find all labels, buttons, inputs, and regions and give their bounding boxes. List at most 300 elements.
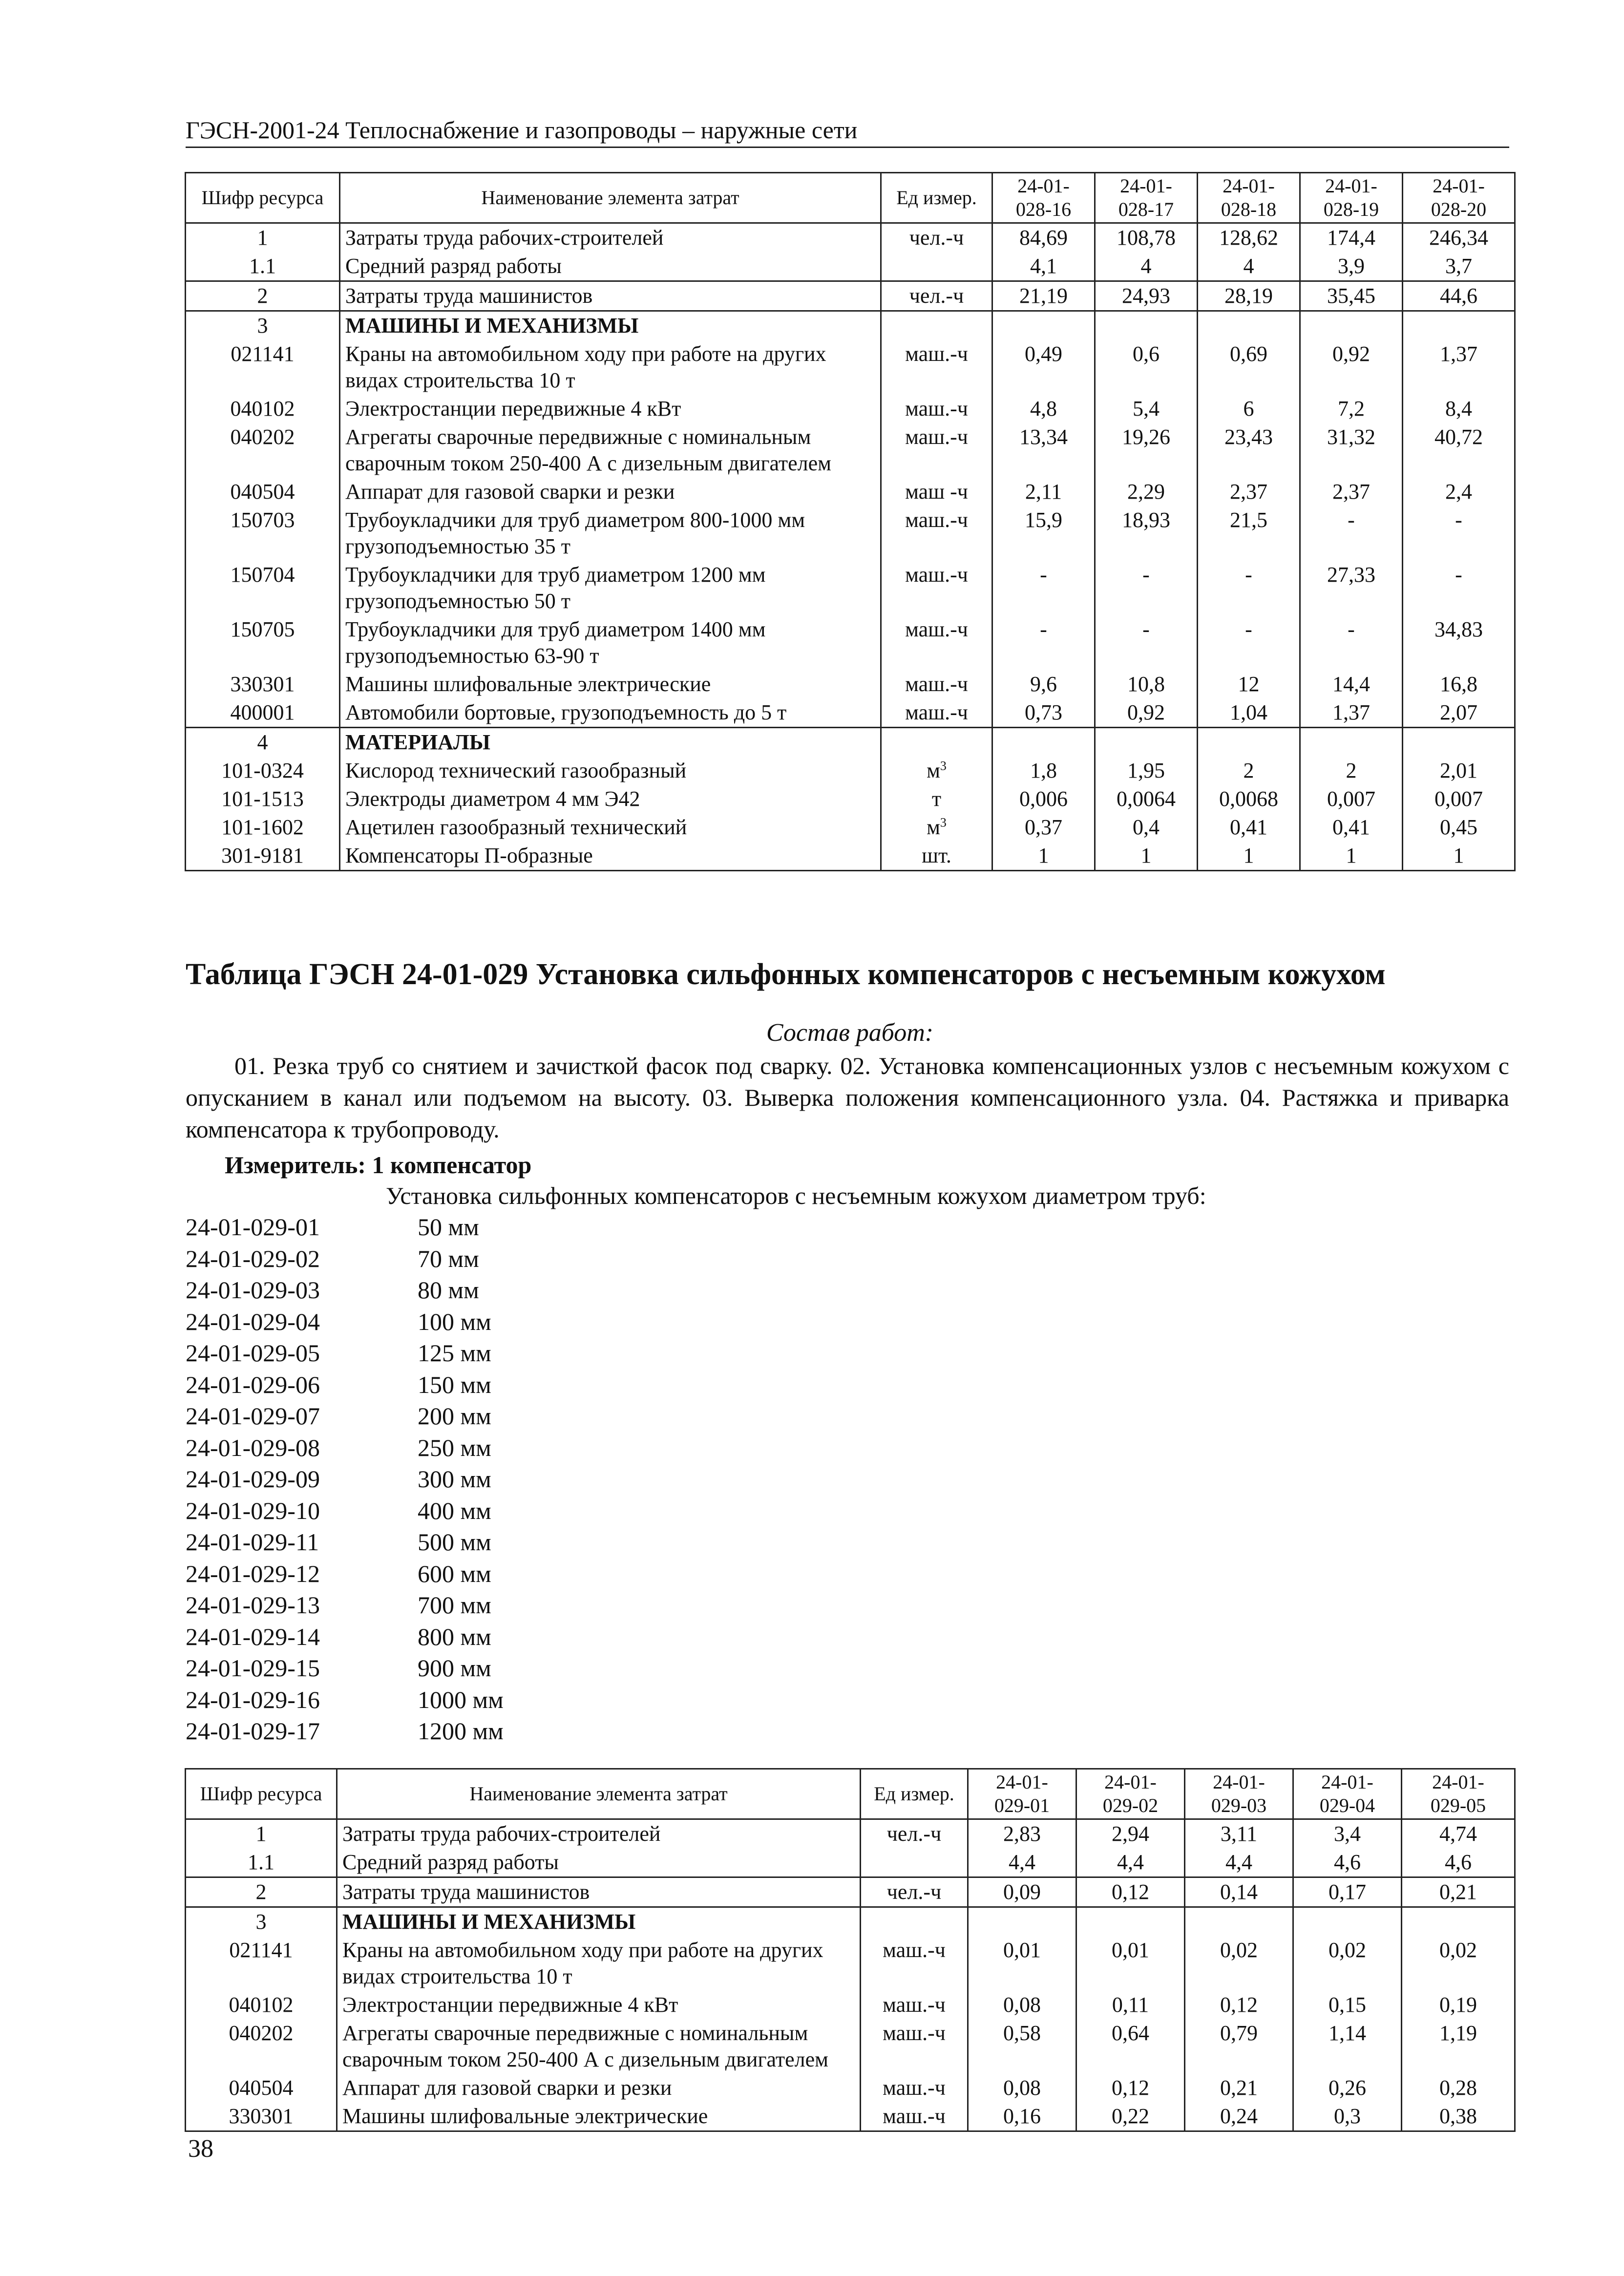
variant-diameter: 400 мм: [418, 1496, 491, 1524]
resource-name: Агрегаты сварочные передвижные с номинальным сварочным током 250-400 А с дизельным двигателем: [340, 423, 881, 478]
unit-text: маш.-ч: [883, 2104, 946, 2128]
resource-unit: [861, 1991, 968, 2019]
table-row: [186, 698, 1515, 728]
variant-diameter: 800 мм: [418, 1623, 491, 1650]
resource-value: 3,9: [1300, 252, 1403, 281]
variant-diameter: 250 мм: [418, 1433, 491, 1461]
resource-name: Машины шлифовальные электрические: [337, 2102, 861, 2131]
resource-value: 0,16: [968, 2102, 1076, 2131]
variant-diameter: 80 мм: [418, 1276, 479, 1304]
work-composition-text: 01. Резка труб со снятием и зачисткой фасок под сварку. 02. Установка компенсационных узлов с несъемным кожухом с опусканием в канал или подъемом на высоту. 03. Выверка положения компенсационного узла. 04. Растяжка и приварка компенсатора к трубопроводу.: [186, 1052, 1509, 1143]
resource-value: 0,02: [1293, 1936, 1402, 1991]
resource-value: [1293, 1907, 1402, 1937]
resource-value: 2,37: [1300, 478, 1403, 506]
variant-code: 24-01-029-11: [186, 1528, 319, 1556]
resource-code: 021141: [186, 340, 340, 395]
resource-value: 2,07: [1403, 698, 1515, 728]
variant-code: 24-01-029-02: [186, 1244, 320, 1272]
resource-value: [1300, 311, 1403, 340]
resource-value: [1185, 1907, 1293, 1937]
variants-list: [186, 1211, 504, 1747]
resource-unit: [881, 813, 992, 842]
variant-code: 24-01-029-04: [186, 1307, 320, 1335]
resource-value: 1,8: [992, 757, 1095, 785]
resource-value: -: [992, 615, 1095, 670]
resource-value: 1,14: [1293, 2019, 1402, 2074]
table-row: [186, 506, 1515, 561]
variant-diameter: 1000 мм: [418, 1686, 504, 1713]
col-variant-header: 24-01- 028-16: [992, 173, 1095, 223]
resource-name: Электростанции передвижные 4 кВт: [337, 1991, 861, 2019]
resource-unit: [881, 561, 992, 615]
resource-value: 0,007: [1403, 785, 1515, 813]
resource-value: 0,58: [968, 2019, 1076, 2074]
resource-value: 1: [1095, 842, 1198, 871]
resource-value: 2: [1198, 757, 1300, 785]
resource-name: Средний разряд работы: [340, 252, 881, 281]
resource-value: 4,74: [1402, 1819, 1515, 1849]
resource-value: -: [1095, 561, 1198, 615]
resource-name: МАШИНЫ И МЕХАНИЗМЫ: [340, 311, 881, 340]
variant-item: [186, 1715, 504, 1747]
col-code-header: Шифр ресурса: [186, 173, 340, 223]
resource-value: 1,95: [1095, 757, 1198, 785]
resource-code: 150704: [186, 561, 340, 615]
resource-value: 4: [1095, 252, 1198, 281]
resource-name: Трубоукладчики для труб диаметром 800-1000 мм грузоподъемностью 35 т: [340, 506, 881, 561]
table-row: [186, 757, 1515, 785]
resource-value: [1198, 311, 1300, 340]
table-header-row: [186, 173, 1515, 223]
resource-value: 0,12: [1185, 1991, 1293, 2019]
resource-value: 0,37: [992, 813, 1095, 842]
table-row: [186, 281, 1515, 311]
resource-value: 0,09: [968, 1877, 1076, 1907]
unit-exponent: 3: [940, 759, 947, 773]
resource-value: 0,12: [1076, 1877, 1185, 1907]
resource-name: Машины шлифовальные электрические: [340, 670, 881, 698]
resource-unit: [861, 1819, 968, 1849]
unit-text: маш.-ч: [883, 2021, 946, 2045]
resource-value: 4,8: [992, 395, 1095, 423]
resource-value: 10,8: [1095, 670, 1198, 698]
resource-value: 0,92: [1300, 340, 1403, 395]
resource-unit: [861, 2019, 968, 2074]
resource-value: 0,4: [1095, 813, 1198, 842]
resource-code: 040102: [186, 395, 340, 423]
resource-code: 101-1602: [186, 813, 340, 842]
resource-value: 21,19: [992, 281, 1095, 311]
resource-value: 2,11: [992, 478, 1095, 506]
resource-value: 0,26: [1293, 2074, 1402, 2102]
resource-code: 2: [186, 1877, 337, 1907]
resource-value: 0,01: [968, 1936, 1076, 1991]
resource-unit: [861, 1907, 968, 1937]
variant-diameter: 500 мм: [418, 1528, 491, 1556]
variant-item: [186, 1369, 504, 1401]
resource-value: 0,006: [992, 785, 1095, 813]
variant-code: 24-01-029-15: [186, 1654, 320, 1682]
unit-text: т: [931, 787, 942, 811]
resource-code: 301-9181: [186, 842, 340, 871]
unit-text: маш.-ч: [905, 617, 968, 641]
resource-code: 1: [186, 1819, 337, 1849]
unit-text: чел.-ч: [909, 284, 964, 308]
resource-value: -: [1403, 506, 1515, 561]
resource-code: 2: [186, 281, 340, 311]
resource-value: -: [1300, 506, 1403, 561]
table-row: [186, 785, 1515, 813]
resource-value: -: [1403, 561, 1515, 615]
resource-value: [1403, 311, 1515, 340]
variant-diameter: 1200 мм: [418, 1717, 504, 1745]
resource-name: Электроды диаметром 4 мм Э42: [340, 785, 881, 813]
unit-text: м: [927, 815, 940, 839]
unit-text: маш.-ч: [905, 425, 968, 449]
resource-value: 108,78: [1095, 223, 1198, 253]
resource-value: [1095, 728, 1198, 757]
resource-unit: [881, 506, 992, 561]
resource-value: 174,4: [1300, 223, 1403, 253]
resource-value: 2,83: [968, 1819, 1076, 1849]
col-variant-header: 24-01- 028-18: [1198, 173, 1300, 223]
resource-value: 2,01: [1403, 757, 1515, 785]
resource-value: 0,64: [1076, 2019, 1185, 2074]
resource-value: 0,41: [1300, 813, 1403, 842]
resource-value: 0,45: [1403, 813, 1515, 842]
table-row: [186, 223, 1515, 253]
variant-diameter: 900 мм: [418, 1654, 491, 1682]
variant-item: [186, 1306, 504, 1338]
col-variant-header: 24-01- 029-03: [1185, 1769, 1293, 1819]
resource-unit: [881, 281, 992, 311]
col-unit-header: Ед измер.: [881, 173, 992, 223]
table-row: [186, 2019, 1515, 2074]
col-code-header: Шифр ресурса: [186, 1769, 337, 1819]
variant-code: 24-01-029-09: [186, 1465, 320, 1493]
resource-value: 1: [1300, 842, 1403, 871]
resource-name: МАТЕРИАЛЫ: [340, 728, 881, 757]
resource-value: 5,4: [1095, 395, 1198, 423]
resource-value: -: [992, 561, 1095, 615]
resource-value: 21,5: [1198, 506, 1300, 561]
variant-diameter: 125 мм: [418, 1339, 491, 1367]
resource-value: 0,01: [1076, 1936, 1185, 1991]
resource-value: 15,9: [992, 506, 1095, 561]
table-row: [186, 728, 1515, 757]
col-variant-header: 24-01- 029-05: [1402, 1769, 1515, 1819]
resource-value: 0,15: [1293, 1991, 1402, 2019]
table-row: [186, 252, 1515, 281]
resource-unit: [881, 785, 992, 813]
variant-code: 24-01-029-10: [186, 1496, 320, 1524]
variant-item: [186, 1463, 504, 1495]
resource-name: Ацетилен газообразный технический: [340, 813, 881, 842]
resource-value: 0,6: [1095, 340, 1198, 395]
col-variant-header: 24-01- 029-04: [1293, 1769, 1402, 1819]
table-row: [186, 842, 1515, 871]
resource-unit: [881, 223, 992, 253]
resource-name: Автомобили бортовые, грузоподъемность до 5 т: [340, 698, 881, 728]
resource-value: 3,7: [1403, 252, 1515, 281]
resource-value: 0,0064: [1095, 785, 1198, 813]
resource-value: 2,37: [1198, 478, 1300, 506]
variant-code: 24-01-029-06: [186, 1370, 320, 1398]
resource-value: 0,41: [1198, 813, 1300, 842]
table-row: [186, 1848, 1515, 1877]
resource-value: 1,04: [1198, 698, 1300, 728]
resource-unit: [881, 340, 992, 395]
resource-value: 0,02: [1185, 1936, 1293, 1991]
resource-code: 3: [186, 1907, 337, 1937]
resource-value: [1403, 728, 1515, 757]
resource-value: 28,19: [1198, 281, 1300, 311]
resource-unit: [881, 698, 992, 728]
resource-value: 4,4: [1185, 1848, 1293, 1877]
resource-code: 150705: [186, 615, 340, 670]
resource-value: [968, 1907, 1076, 1937]
table-row: [186, 1907, 1515, 1937]
resource-unit: [881, 395, 992, 423]
resource-code: 040504: [186, 2074, 337, 2102]
col-variant-header: 24-01- 029-01: [968, 1769, 1076, 1819]
resource-value: 4,4: [1076, 1848, 1185, 1877]
variant-code: 24-01-029-07: [186, 1402, 320, 1430]
resource-code: 1.1: [186, 1848, 337, 1877]
resource-value: 12: [1198, 670, 1300, 698]
resource-value: 2,29: [1095, 478, 1198, 506]
resource-value: 0,21: [1185, 2074, 1293, 2102]
variant-item: [186, 1526, 504, 1558]
resource-value: 4,1: [992, 252, 1095, 281]
resource-value: 1,19: [1402, 2019, 1515, 2074]
table-row: [186, 423, 1515, 478]
resource-name: Электростанции передвижные 4 кВт: [340, 395, 881, 423]
unit-text: чел.-ч: [886, 1880, 942, 1904]
variant-item: [186, 1337, 504, 1369]
variant-item: [186, 1652, 504, 1684]
col-unit-header: Ед измер.: [861, 1769, 968, 1819]
resource-value: 19,26: [1095, 423, 1198, 478]
resource-value: 2,4: [1403, 478, 1515, 506]
variant-item: [186, 1274, 504, 1306]
col-variant-header: 24-01- 028-20: [1403, 173, 1515, 223]
resource-code: 101-0324: [186, 757, 340, 785]
variant-diameter: 200 мм: [418, 1402, 491, 1430]
resource-name: Трубоукладчики для труб диаметром 1400 мм грузоподъемностью 63-90 т: [340, 615, 881, 670]
resource-value: 0,02: [1402, 1936, 1515, 1991]
page-number: 38: [188, 2135, 213, 2163]
variant-diameter: 700 мм: [418, 1591, 491, 1619]
resource-unit: [861, 1877, 968, 1907]
resource-name: Затраты труда рабочих-строителей: [340, 223, 881, 253]
resource-unit: [881, 728, 992, 757]
table-row: [186, 1877, 1515, 1907]
variants-caption: Установка сильфонных компенсаторов с несъемным кожухом диаметром труб:: [386, 1182, 1206, 1209]
table-row: [186, 2074, 1515, 2102]
resource-value: -: [1095, 615, 1198, 670]
table-row: [186, 813, 1515, 842]
resource-code: 400001: [186, 698, 340, 728]
unit-text: маш.-ч: [905, 672, 968, 696]
variant-diameter: 70 мм: [418, 1244, 479, 1272]
resource-value: 14,4: [1300, 670, 1403, 698]
unit-text: маш.-ч: [883, 1938, 946, 1962]
resource-value: 1: [992, 842, 1095, 871]
resource-name: Компенсаторы П-образные: [340, 842, 881, 871]
variant-code: 24-01-029-13: [186, 1591, 320, 1619]
resource-value: 4,4: [968, 1848, 1076, 1877]
resource-value: 7,2: [1300, 395, 1403, 423]
resource-value: 0,08: [968, 2074, 1076, 2102]
resource-code: 040504: [186, 478, 340, 506]
resource-value: [1402, 1907, 1515, 1937]
unit-exponent: 3: [940, 815, 947, 830]
variant-diameter: 600 мм: [418, 1559, 491, 1587]
variant-item: [186, 1400, 504, 1432]
resource-name: Затраты труда рабочих-строителей: [337, 1819, 861, 1849]
resource-name: Трубоукладчики для труб диаметром 1200 мм грузоподъемностью 50 т: [340, 561, 881, 615]
resource-unit: [881, 423, 992, 478]
resource-value: 0,22: [1076, 2102, 1185, 2131]
table-row: [186, 1819, 1515, 1849]
resource-value: -: [1300, 615, 1403, 670]
resource-value: 1,37: [1403, 340, 1515, 395]
resource-table-029: [185, 1768, 1516, 2132]
resource-unit: [861, 1848, 968, 1877]
unit-text: шт.: [922, 843, 951, 867]
resource-unit: [881, 311, 992, 340]
resource-value: 0,21: [1402, 1877, 1515, 1907]
resource-value: 4,6: [1293, 1848, 1402, 1877]
variant-code: 24-01-029-05: [186, 1339, 320, 1367]
resource-name: Затраты труда машинистов: [337, 1877, 861, 1907]
variant-diameter: 100 мм: [418, 1307, 491, 1335]
unit-text: маш.-ч: [883, 2076, 946, 2100]
unit-text: маш.-ч: [905, 342, 968, 366]
resource-value: 1,37: [1300, 698, 1403, 728]
resource-unit: [881, 478, 992, 506]
resource-code: 4: [186, 728, 340, 757]
resource-value: 9,6: [992, 670, 1095, 698]
variant-diameter: 150 мм: [418, 1370, 491, 1398]
resource-value: 1: [1403, 842, 1515, 871]
resource-code: 021141: [186, 1936, 337, 1991]
variant-item: [186, 1684, 504, 1716]
table-row: [186, 670, 1515, 698]
table-row: [186, 1991, 1515, 2019]
resource-value: 8,4: [1403, 395, 1515, 423]
resource-unit: [881, 757, 992, 785]
unit-text: чел.-ч: [886, 1822, 942, 1846]
resource-code: 1.1: [186, 252, 340, 281]
unit-text: маш -ч: [905, 480, 968, 504]
resource-code: 040102: [186, 1991, 337, 2019]
variant-code: 24-01-029-16: [186, 1686, 320, 1713]
resource-value: 40,72: [1403, 423, 1515, 478]
table-header-row: [186, 1769, 1515, 1819]
table-row: [186, 311, 1515, 340]
resource-value: -: [1198, 615, 1300, 670]
resource-name: Аппарат для газовой сварки и резки: [340, 478, 881, 506]
variant-code: 24-01-029-08: [186, 1433, 320, 1461]
resource-value: 27,33: [1300, 561, 1403, 615]
variant-item: [186, 1495, 504, 1527]
resource-value: 1: [1198, 842, 1300, 871]
resource-value: [992, 728, 1095, 757]
resource-value: 0,73: [992, 698, 1095, 728]
resource-value: [992, 311, 1095, 340]
resource-value: [1076, 1907, 1185, 1937]
variant-item: [186, 1558, 504, 1590]
unit-text: маш.-ч: [883, 1993, 946, 2017]
resource-value: 0,92: [1095, 698, 1198, 728]
col-variant-header: 24-01- 029-02: [1076, 1769, 1185, 1819]
resource-code: 3: [186, 311, 340, 340]
resource-value: 3,11: [1185, 1819, 1293, 1849]
resource-value: 6: [1198, 395, 1300, 423]
resource-name: Кислород технический газообразный: [340, 757, 881, 785]
table-row: [186, 2102, 1515, 2131]
variant-diameter: 50 мм: [418, 1213, 479, 1241]
resource-table-028: [185, 172, 1516, 871]
resource-code: 330301: [186, 670, 340, 698]
variant-diameter: 300 мм: [418, 1465, 491, 1493]
resource-name: Затраты труда машинистов: [340, 281, 881, 311]
resource-value: 0,11: [1076, 1991, 1185, 2019]
resource-value: 0,007: [1300, 785, 1403, 813]
resource-value: 23,43: [1198, 423, 1300, 478]
table-row: [186, 561, 1515, 615]
table-row: [186, 1936, 1515, 1991]
resource-value: 0,3: [1293, 2102, 1402, 2131]
col-name-header: Наименование элемента затрат: [340, 173, 881, 223]
unit-text: маш.-ч: [905, 563, 968, 587]
resource-value: 128,62: [1198, 223, 1300, 253]
variant-item: [186, 1243, 504, 1275]
resource-value: 2,94: [1076, 1819, 1185, 1849]
variant-code: 24-01-029-17: [186, 1717, 320, 1745]
resource-value: 0,69: [1198, 340, 1300, 395]
resource-value: [1198, 728, 1300, 757]
resource-code: 101-1513: [186, 785, 340, 813]
resource-name: Агрегаты сварочные передвижные с номинальным сварочным током 250-400 А с дизельным двигателем: [337, 2019, 861, 2074]
resource-value: 0,17: [1293, 1877, 1402, 1907]
resource-name: Средний разряд работы: [337, 1848, 861, 1877]
running-header: ГЭСН-2001-24 Теплоснабжение и газопроводы – наружные сети: [186, 115, 1509, 148]
resource-value: 246,34: [1403, 223, 1515, 253]
resource-value: 0,49: [992, 340, 1095, 395]
variant-code: 24-01-029-03: [186, 1276, 320, 1304]
resource-value: 44,6: [1403, 281, 1515, 311]
table-row: [186, 478, 1515, 506]
col-name-header: Наименование элемента затрат: [337, 1769, 861, 1819]
unit-text: чел.-ч: [909, 226, 964, 250]
resource-value: 0,12: [1076, 2074, 1185, 2102]
measure-unit: Измеритель: 1 компенсатор: [225, 1151, 532, 1179]
resource-value: 4,6: [1402, 1848, 1515, 1877]
resource-value: 0,28: [1402, 2074, 1515, 2102]
variant-item: [186, 1589, 504, 1621]
table-row: [186, 615, 1515, 670]
resource-code: 040202: [186, 423, 340, 478]
resource-value: 16,8: [1403, 670, 1515, 698]
resource-unit: [861, 2102, 968, 2131]
resource-code: 1: [186, 223, 340, 253]
work-composition-title: Состав работ:: [766, 1019, 934, 1047]
resource-name: Краны на автомобильном ходу при работе на других видах строительства 10 т: [340, 340, 881, 395]
resource-value: 24,93: [1095, 281, 1198, 311]
